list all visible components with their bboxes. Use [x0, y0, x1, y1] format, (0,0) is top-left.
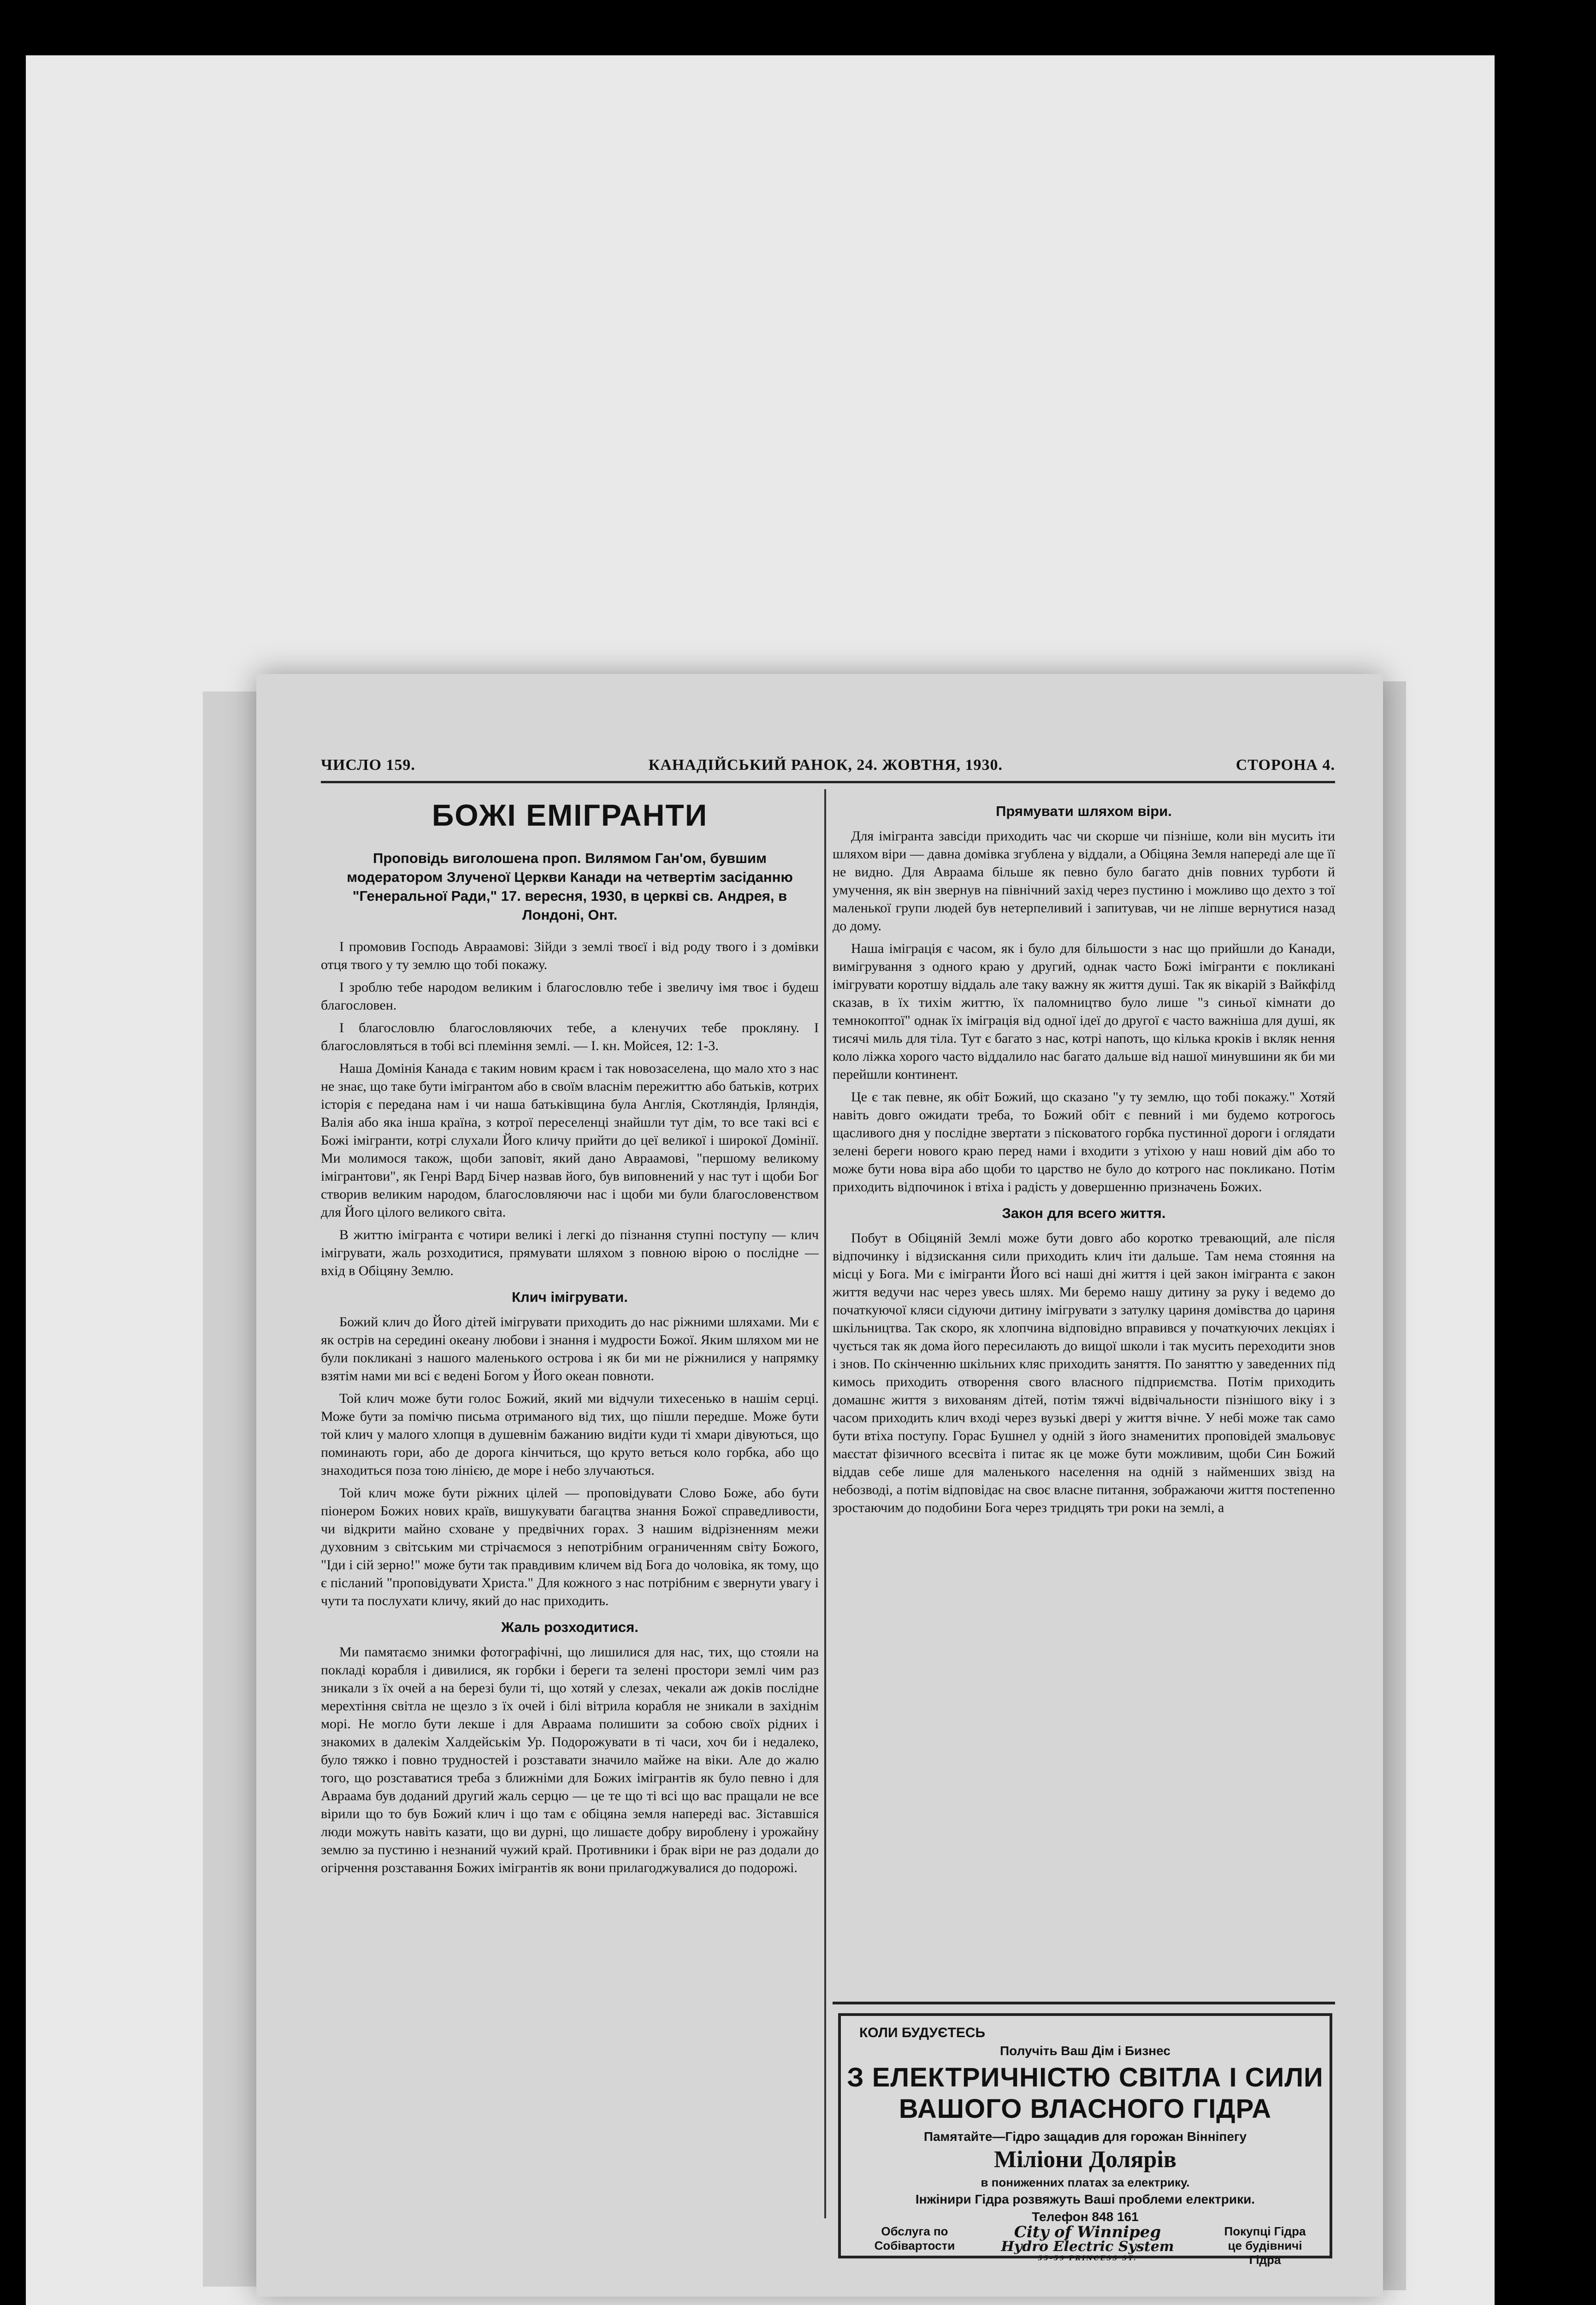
- section-heading-sorrow: Жаль розходитися.: [501, 1619, 638, 1635]
- hydro-advertisement: [838, 2013, 1332, 2267]
- header-rule: [321, 781, 1335, 783]
- paragraph: І благословлю благословляючих тебе, а кленучих тебе прокляну. І благословляться в тобі всі племіння землі. — І. кн. Мойсея, 12: 1-3.: [321, 1020, 819, 1053]
- paragraph: І зроблю тебе народом великим і благословлю тебе і звеличу імя твоє і будеш благословен.: [321, 979, 819, 1013]
- ad-heading: КОЛИ БУДУЄТЕСЬ: [859, 2025, 986, 2040]
- logo-address: 55-59 PRINCESS ST.: [1038, 2255, 1137, 2262]
- paragraph: Наша Домінія Канада є таким новим краєм і так новозаселена, що мало хто з нас не знає, що таке бути імігрантом або в своїм власнім пережиттю або батьків, котрих історія є передана нам і чи наша батьківщина була Англія, Скотляндія, Ірляндія, Валія або яка інша країна, з котрої переселенці знайшли тут дім, то все такі всі є Божі імігранти, котрі слухали Його кличу прийти до цеї великої і широкої Домінії. Ми молимося також, щоби заповіт, який дано Авраамові, "першому великому імігрантови", як Генрі Вард Бічер назвав його, був виповнений у нас тут і щоби Бог створив великим народом, благословляючи нас і щоби ми були благословенством для Його цілого великого світа.: [321, 1060, 819, 1220]
- section-heading-call: Клич імігрувати.: [512, 1288, 628, 1305]
- section-heading-law: Закон для всего життя.: [1002, 1205, 1166, 1221]
- paragraph: Для імігранта завсіди приходить час чи скорше чи пізніше, коли він мусить іти шляхом віри — давна домівка згублена у віддали, а Обіцяна Земля напереді але ще її не видно. Для Авраама більше як певно було багато днів повних турботи й умучення, як він звернув на північний захід через пустиню і можливо що дехто з тої маленької групи людей був нетерпеливий і запитував, чи не лiпше вернутися назад до дому.: [833, 828, 1335, 934]
- ad-phone: Телефон 848 161: [1032, 2210, 1139, 2224]
- logo-line: City of Winnipeg: [1014, 2223, 1161, 2241]
- section-heading-path: Прямувати шляхом віри.: [996, 803, 1172, 819]
- page-number: СТОРОНА 4.: [1235, 757, 1335, 774]
- ad-left-note: Обслуга по Собівартости: [874, 2224, 955, 2253]
- paper-edge: [1383, 681, 1406, 2290]
- ad-headline: З ЕЛЕКТРИЧНІСТЮ СВІТЛА І СИЛИ: [847, 2063, 1324, 2092]
- ad-line: в пониженних платах за електрику.: [981, 2175, 1190, 2189]
- left-column: [321, 794, 819, 2232]
- paragraph: Той клич може бути ріжних цілей — проповідувати Слово Боже, або бути піонером Божих нових країв, вишукувати багацтва знання Божої справедливости, чи відкрити майно сховане у предвічних горах. З нашим відрізненням межи духовним з світським ми стрічаємося з непотрібним ограниченням світу Божого, "Іди і сій зерно!" може бути так правдивим кличем від Бога до чоловіка, як тому, що є післаний "проповідувати Христа." Для кожного з нас потрібним є звернути увагу і чути та послухати кличу, який до нас приходить.: [321, 1485, 819, 1608]
- ad-right-note: Покупці Гідра це будівничі Гідра: [1224, 2224, 1306, 2267]
- ad-line: Інжінири Гідра розвяжуть Ваші проблеми електрики.: [915, 2192, 1255, 2206]
- paragraph: І промовив Господь Авраамові: Зійди з землі твоєї і від роду твого і з домівки отця твого у ту землю що тобі покажу.: [321, 939, 819, 972]
- paragraph: Наша імігрaція є часом, як і було для більшости з нас що прийшли до Канади, вимігрування з одного краю у другий, однак часто Божі імігранти є покликані імігрувати коротшу віддаль але таку важну як життя душі. Так як вікарій з Вайкфілд сказав, в їх тихім життю, їх паломництво було лише "з синьої кімнати до темнокоптої" однак їх імігрaція від одної ідеї до другої є часто важніша для душі, як тисячі миль для тіла. Тут є багато з нас, котрі напоть, що кілька кроків і вкляк нення коло ліжка хорого часто віддалило нас багато дальше від нашої минувшини як би ми перейшли континент.: [833, 941, 1335, 1082]
- article-title: БОЖІ ЕМІГРАНТИ: [432, 798, 708, 832]
- column-divider: [824, 789, 826, 2218]
- ad-line: Памятайте—Гідро защадив для горожан Вінніпегу: [923, 2129, 1247, 2144]
- ad-line: Получіть Ваш Дім і Бизнес: [1000, 2044, 1170, 2058]
- paragraph: В життю імігранта є чотири великі і легкі до пізнання ступні поступу — клич імігрувати, жаль розходитися, прямувати шляхом з повною вірою о послідне — вхід в Обіцяну Землю.: [321, 1227, 819, 1278]
- masthead: КАНАДІЙСЬКИЙ РАНОК, 24. ЖОВТНЯ, 1930.: [648, 757, 1003, 774]
- newspaper-page: [256, 674, 1383, 2297]
- paragraph: Побут в Обіцяній Землі може бути довго або коротко тревающий, але після відпочинку і відзискання сили приходить клич іти дальше. Там нема стояння на місці у Бога. Ми є імігранти Його всі наші дні життя і цей закон імігранта є закон життя ведучи нас через увесь шлях. Ми беремо нашу дитину за руку і ведемо до початкуючої кляси сідуючи дитину імігрувати з затулку цариня домівства до цариня шкільництва. Так скоро, як хлопчина відповідно вправився у початкуючих лекціях і чується так як дома його пересилають до вищої школи і так мусить переходити знов і знов. По скінченню шкільних кляс приходить заняття. По заняттю у заведенних під кимось приходить отворення свого власного підприємства. Потім приходить домашнє життя з вихованям дітей, потім тяжчі відвічальности пізнішого віку і з часом приходить клич вході через вузькі двері у життя вічне. У небі може так само бути втіха поступу. Горас Бушнел у одній з його знаменитих проповідей змальовує маєстат фізичного всесвіта і питає як це може бути можливим, щоби Син Божий віддав себе лише для маленького населення на одній з найменших звізд на небозводі, а потім відповідає на своє власне питання, зображаючи життя постепенно зростаючим до подобини Бога через тридцять три роки на землі, а: [833, 1230, 1335, 1515]
- right-column: [833, 794, 1335, 2002]
- paper-shadow: [203, 692, 263, 2287]
- article-lede: Проповідь виголошена проп. Вилямом Ган'ом, бувшим модератором Злученої Церкви Канади на четвертім засіданню "Генеральної Ради," 17. вересня, 1930, в церкві св. Андрея, в Лондоні, Онт.: [347, 850, 793, 923]
- paragraph: Божий клич до Його дітей імігрувати приходить до нас ріжними шляхами. Ми є як острів на середині океану любови і знання і мудрости Божої. Яким шляхом ми не були покликані з нашого маленького острова і як би ми не ріжнилися у напрямку взятім нами ми всі є ведені Богом у Його океан повноти.: [321, 1314, 819, 1383]
- ad-highlight: Міліони Долярів: [994, 2146, 1176, 2173]
- paragraph: Це є так певне, як обіт Божий, що сказано "у ту землю, що тобі покажу." Хотяй навіть довго ожидати треба, то Божий обіт є певний і ми будемо котрогось щасливого дня у послідне звертати з пісковатого горбка пустинної дороги і оглядати зелені береги нового краю перед нами і входити з утіхою у наш новий дім або то може бути нова віра або щоби то царство не було до котрого нас покликано. Потім приходить відпочинок і втіха і радість у довершенню призначень Божих.: [833, 1089, 1335, 1194]
- paragraph: Той клич може бути голос Божий, який ми відчули тихесенько в нашім серці. Може бути за помічю письма отриманого від тих, що пішли передше. Може бути той клич у малого хлопця в душевнім бажанию видіти куди ті хмари дівуються, що поминають гори, або де дорога кінчиться, що круто веться коло горбка, або що знаходиться поза тою лінією, де море і небо злучаються.: [321, 1390, 819, 1478]
- logo-line: Hydro Electric System: [1001, 2239, 1174, 2255]
- hydro-logo: [998, 2223, 1177, 2262]
- issue-number: ЧИСЛО 159.: [321, 757, 415, 774]
- paragraph: Ми памятаємо знимки фотографічні, що лишилися для нас, тих, що стояли на покладі корабля і дивилися, як горбки і береги та зелені простори землі чим раз зникали з їх очей а на березі були ті, що хотяй у слезах, чекали аж доків послідне мерехтіння світла не щезло з їх очей і білі вітрила корабля не зникали в західнім морі. Не могло бути лекше і для Авраама полишити за собою своїх рідних і знакомих в далекім Халдейськім Ур. Подорожувати в ті часи, хоч би і недалеко, було тяжко і повно трудностей і розставати значило майже на віки. Але до жалю того, що розставатися треба з ближніми для Божих імігрантів як було певно і для Авраама був доданий другий жаль серцю — це те що ті всі що вас пращали не все вірили що то був Божий клич і що там є обіцяна земля напереді вас. Зіставшіся люди можуть навіть казати, що ви дурні, що лишаєте добру вироблену і урожайну землю за пустиню і незнаний чужий край. Противники і брак віри не раз додали до огірчення розставання Божих імігрантів як вони прилагоджувалися до подорожі.: [321, 1644, 819, 1875]
- ad-top-rule: [833, 2002, 1335, 2004]
- page-header: [321, 751, 1335, 779]
- ad-headline: ВАШОГО ВЛАСНОГО ГІДРА: [898, 2094, 1272, 2124]
